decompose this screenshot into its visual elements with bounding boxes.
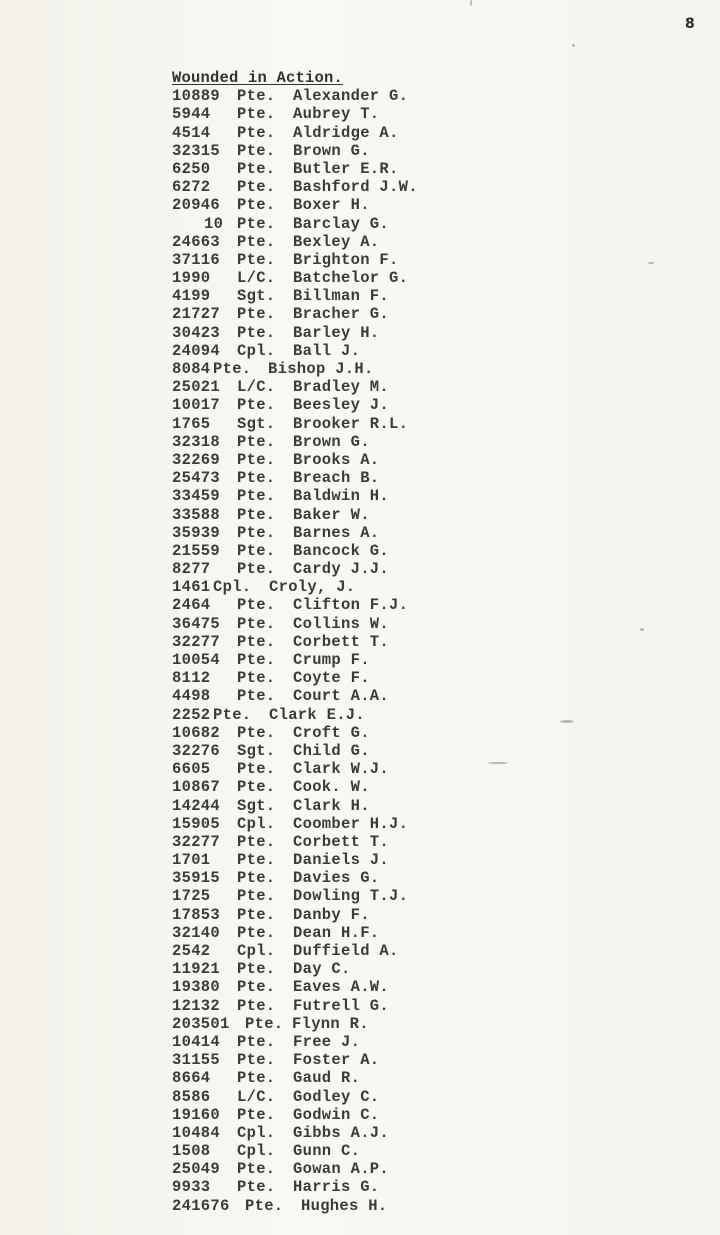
service-number: 32276: [172, 741, 221, 760]
soldier-name: Child G.: [293, 741, 370, 760]
page-number: 8: [685, 16, 695, 32]
rank: Pte.: [237, 214, 276, 233]
list-entry: [172, 1196, 388, 1215]
service-number: 2252: [172, 705, 211, 724]
soldier-name: Day C.: [293, 960, 351, 979]
rank: Pte.: [237, 651, 276, 670]
service-number: 33588: [172, 505, 221, 524]
service-number: 31155: [172, 1051, 221, 1070]
service-number: 24094: [172, 341, 221, 360]
list-entry: [172, 1142, 361, 1161]
service-number: 8084: [172, 360, 211, 379]
service-number: 35915: [172, 869, 221, 888]
rank: Sgt.: [237, 287, 276, 306]
service-number: 8586: [172, 1087, 211, 1106]
soldier-name: Godley C.: [293, 1087, 380, 1106]
list-entry: [172, 887, 409, 906]
list-entry: [172, 250, 399, 269]
service-number: 10017: [172, 396, 221, 415]
entry-rows: [172, 87, 418, 1215]
service-number: 4514: [172, 123, 211, 142]
soldier-name: Hughes H.: [301, 1196, 388, 1215]
service-number: 30423: [172, 323, 221, 342]
service-number: 25021: [172, 378, 221, 397]
service-number: 4498: [172, 687, 211, 706]
list-entry: [172, 960, 351, 979]
soldier-name: Cook. W.: [293, 778, 370, 797]
list-entry: [172, 596, 409, 615]
rank: L/C.: [237, 269, 276, 288]
list-entry: [172, 669, 370, 688]
rank: Pte.: [237, 487, 276, 506]
list-heading: Wounded in Action.: [172, 69, 344, 87]
rank: Pte.: [237, 1032, 276, 1051]
soldier-name: Croft G.: [293, 723, 370, 742]
list-entry: [172, 1123, 390, 1142]
soldier-name: Coomber H.J.: [293, 814, 409, 833]
service-number: 21727: [172, 305, 221, 324]
service-number: 1990: [172, 269, 211, 288]
list-entry: [172, 1051, 380, 1070]
rank: Pte.: [237, 978, 276, 997]
soldier-name: Davies G.: [293, 869, 380, 888]
rank: Pte.: [237, 960, 276, 979]
rank: Pte.: [237, 178, 276, 197]
rank: Pte.: [237, 887, 276, 906]
soldier-name: Clark W.J.: [293, 760, 390, 779]
paper-mark: [572, 44, 575, 47]
list-entry: [172, 214, 390, 233]
list-entry: [172, 541, 390, 560]
soldier-name: Dowling T.J.: [293, 887, 409, 906]
service-number: 15905: [172, 814, 221, 833]
rank: Cpl.: [213, 578, 252, 597]
soldier-name: Gaud R.: [293, 1069, 361, 1088]
soldier-name: Barnes A.: [293, 523, 380, 542]
soldier-name: Alexander G.: [293, 87, 409, 106]
list-entry: [172, 760, 390, 779]
service-number: 37116: [172, 250, 221, 269]
rank: Cpl.: [237, 1123, 276, 1142]
soldier-name: Brooker R.L.: [293, 414, 409, 433]
soldier-name: Flynn R.: [292, 1014, 369, 1033]
soldier-name: Gunn C.: [293, 1142, 361, 1161]
service-number: 1765: [172, 414, 211, 433]
soldier-name: Croly, J.: [269, 578, 356, 597]
soldier-name: Ball J.: [293, 341, 361, 360]
soldier-name: Clark H.: [293, 796, 370, 815]
list-entry: [172, 814, 409, 833]
service-number: 1701: [172, 851, 211, 870]
service-number: 20946: [172, 196, 221, 215]
service-number: 17853: [172, 905, 221, 924]
service-number: 8112: [172, 669, 211, 688]
service-number: 19160: [172, 1105, 221, 1124]
rank: Pte.: [237, 923, 276, 942]
rank: Pte.: [237, 469, 276, 488]
rank: Pte.: [237, 105, 276, 124]
service-number: 6272: [172, 178, 211, 197]
soldier-name: Boxer H.: [293, 196, 370, 215]
list-entry: [172, 396, 390, 415]
list-entry: [172, 723, 370, 742]
paper-mark: [470, 0, 472, 6]
list-entry: [172, 232, 380, 251]
rank: Pte.: [237, 1069, 276, 1088]
list-entry: [172, 1032, 361, 1051]
list-entry: [172, 1087, 380, 1106]
soldier-name: Brown G.: [293, 141, 370, 160]
soldier-name: Foster A.: [293, 1051, 380, 1070]
rank: Pte.: [237, 869, 276, 888]
list-entry: [172, 450, 380, 469]
soldier-name: Crump F.: [293, 651, 370, 670]
list-entry: [172, 196, 370, 215]
soldier-name: Breach B.: [293, 469, 380, 488]
rank: Pte.: [237, 905, 276, 924]
soldier-name: Baldwin H.: [293, 487, 390, 506]
soldier-name: Bradley M.: [293, 378, 390, 397]
service-number: 8277: [172, 560, 211, 579]
rank: Pte.: [237, 523, 276, 542]
list-entry: [172, 632, 390, 651]
service-number: 10682: [172, 723, 221, 742]
list-entry: [172, 578, 356, 597]
rank: Pte.: [237, 996, 276, 1015]
soldier-name: Butler E.R.: [293, 159, 399, 178]
list-entry: [172, 705, 366, 724]
rank: Pte.: [237, 1051, 276, 1070]
list-entry: [172, 505, 370, 524]
rank: Cpl.: [237, 942, 276, 961]
paper-mark: [640, 628, 644, 631]
list-entry: [172, 487, 390, 506]
rank: Pte.: [237, 305, 276, 324]
soldier-name: Gibbs A.J.: [293, 1123, 390, 1142]
service-number: 5944: [172, 105, 211, 124]
rank: L/C.: [237, 1087, 276, 1106]
soldier-name: Danby F.: [293, 905, 370, 924]
soldier-name: Brooks A.: [293, 450, 380, 469]
soldier-name: Eaves A.W.: [293, 978, 390, 997]
rank: Pte.: [237, 141, 276, 160]
soldier-name: Billman F.: [293, 287, 390, 306]
service-number: 10054: [172, 651, 221, 670]
service-number: 6605: [172, 760, 211, 779]
service-number: 33459: [172, 487, 221, 506]
rank: L/C.: [237, 378, 276, 397]
soldier-name: Bishop J.H.: [268, 360, 374, 379]
soldier-name: Brown G.: [293, 432, 370, 451]
list-entry: [172, 414, 409, 433]
list-entry: [172, 614, 390, 633]
soldier-name: Coyte F.: [293, 669, 370, 688]
list-entry: [172, 1160, 390, 1179]
casualty-list: [172, 69, 418, 1215]
soldier-name: Bancock G.: [293, 541, 390, 560]
list-entry: [172, 796, 370, 815]
paper-mark: [488, 762, 508, 764]
rank: Pte.: [237, 450, 276, 469]
service-number: 1725: [172, 887, 211, 906]
service-number: 14244: [172, 796, 221, 815]
soldier-name: Clark E.J.: [269, 705, 366, 724]
service-number: 2464: [172, 596, 211, 615]
list-entry: [172, 651, 370, 670]
soldier-name: Barley H.: [293, 323, 380, 342]
rank: Pte.: [237, 541, 276, 560]
rank: Pte.: [237, 432, 276, 451]
list-entry: [172, 778, 370, 797]
soldier-name: Batchelor G.: [293, 269, 409, 288]
soldier-name: Duffield A.: [293, 942, 399, 961]
service-number: 1461: [172, 578, 211, 597]
list-entry: [172, 287, 390, 306]
rank: Pte.: [237, 250, 276, 269]
service-number: 10414: [172, 1032, 221, 1051]
service-number: 32315: [172, 141, 221, 160]
list-entry: [172, 996, 390, 1015]
service-number: 32318: [172, 432, 221, 451]
soldier-name: Aubrey T.: [293, 105, 380, 124]
list-entry: [172, 305, 390, 324]
rank: Pte.: [237, 851, 276, 870]
soldier-name: Collins W.: [293, 614, 390, 633]
rank: Pte.: [213, 360, 252, 379]
rank: Cpl.: [237, 1142, 276, 1161]
list-entry: [172, 1069, 361, 1088]
service-number: 1508: [172, 1142, 211, 1161]
rank: Pte.: [237, 232, 276, 251]
service-number: 36475: [172, 614, 221, 633]
list-entry: [172, 269, 409, 288]
rank: Pte.: [237, 505, 276, 524]
service-number: 24663: [172, 232, 221, 251]
service-number: 19380: [172, 978, 221, 997]
soldier-name: Free J.: [293, 1032, 361, 1051]
soldier-name: Gowan A.P.: [293, 1160, 390, 1179]
soldier-name: Court A.A.: [293, 687, 390, 706]
soldier-name: Godwin C.: [293, 1105, 380, 1124]
list-entry: [172, 360, 374, 379]
rank: Pte.: [237, 123, 276, 142]
soldier-name: Dean H.F.: [293, 923, 380, 942]
service-number: 32277: [172, 832, 221, 851]
rank: Pte.: [237, 560, 276, 579]
list-entry: [172, 1014, 369, 1033]
soldier-name: Cardy J.J.: [293, 560, 390, 579]
soldier-name: Baker W.: [293, 505, 370, 524]
soldier-name: Bexley A.: [293, 232, 380, 251]
list-entry: [172, 105, 380, 124]
soldier-name: Daniels J.: [293, 851, 390, 870]
rank: Pte.: [237, 396, 276, 415]
rank: Pte.: [237, 1105, 276, 1124]
service-number: 11921: [172, 960, 221, 979]
rank: Pte.: [237, 632, 276, 651]
soldier-name: Corbett T.: [293, 632, 390, 651]
service-number: 203501: [172, 1014, 230, 1033]
rank: Pte.: [237, 832, 276, 851]
soldier-name: Corbett T.: [293, 832, 390, 851]
soldier-name: Beesley J.: [293, 396, 390, 415]
soldier-name: Clifton F.J.: [293, 596, 409, 615]
service-number: 10484: [172, 1123, 221, 1142]
soldier-name: Aldridge A.: [293, 123, 399, 142]
rank: Pte.: [237, 669, 276, 688]
list-entry: [172, 923, 380, 942]
list-entry: [172, 523, 380, 542]
soldier-name: Futrell G.: [293, 996, 390, 1015]
rank: Pte.: [245, 1014, 284, 1033]
list-entry: [172, 1178, 380, 1197]
soldier-name: Harris G.: [293, 1178, 380, 1197]
paper-mark: [648, 262, 654, 264]
service-number: 6250: [172, 159, 211, 178]
rank: Cpl.: [237, 814, 276, 833]
list-entry: [172, 469, 380, 488]
rank: Sgt.: [237, 741, 276, 760]
service-number: 4199: [172, 287, 211, 306]
list-entry: [172, 905, 370, 924]
service-number: 32277: [172, 632, 221, 651]
service-number: 21559: [172, 541, 221, 560]
list-entry: [172, 687, 390, 706]
service-number: 35939: [172, 523, 221, 542]
list-entry: [172, 869, 380, 888]
service-number: 32140: [172, 923, 221, 942]
rank: Pte.: [237, 323, 276, 342]
rank: Pte.: [237, 760, 276, 779]
list-entry: [172, 178, 418, 197]
service-number: 2542: [172, 942, 211, 961]
service-number: 8664: [172, 1069, 211, 1088]
rank: Pte.: [237, 687, 276, 706]
soldier-name: Barclay G.: [293, 214, 390, 233]
list-entry: [172, 323, 380, 342]
rank: Pte.: [237, 196, 276, 215]
service-number: 10867: [172, 778, 221, 797]
rank: Pte.: [237, 1160, 276, 1179]
soldier-name: Brighton F.: [293, 250, 399, 269]
list-entry: [172, 832, 390, 851]
paper-mark: [560, 720, 574, 723]
service-number: 32269: [172, 450, 221, 469]
list-entry: [172, 159, 399, 178]
list-entry: [172, 341, 361, 360]
rank: Pte.: [237, 723, 276, 742]
list-entry: [172, 560, 390, 579]
list-entry: [172, 741, 370, 760]
rank: Sgt.: [237, 414, 276, 433]
rank: Pte.: [237, 87, 276, 106]
rank: Pte.: [245, 1196, 284, 1215]
service-number: 10889: [172, 87, 221, 106]
list-entry: [172, 851, 390, 870]
service-number: 9933: [172, 1178, 211, 1197]
list-entry: [172, 378, 390, 397]
rank: Pte.: [237, 159, 276, 178]
service-number: 25049: [172, 1160, 221, 1179]
rank: Pte.: [237, 1178, 276, 1197]
rank: Pte.: [213, 705, 252, 724]
list-entry: [172, 1105, 380, 1124]
service-number: 25473: [172, 469, 221, 488]
rank: Pte.: [237, 596, 276, 615]
soldier-name: Bashford J.W.: [293, 178, 418, 197]
rank: Cpl.: [237, 341, 276, 360]
soldier-name: Bracher G.: [293, 305, 390, 324]
service-number: 10: [204, 214, 224, 233]
list-entry: [172, 141, 370, 160]
rank: Sgt.: [237, 796, 276, 815]
list-entry: [172, 978, 390, 997]
list-entry: [172, 123, 399, 142]
rank: Pte.: [237, 614, 276, 633]
service-number: 12132: [172, 996, 221, 1015]
list-entry: [172, 942, 399, 961]
list-entry: [172, 432, 370, 451]
list-entry: [172, 87, 409, 106]
service-number: 241676: [172, 1196, 230, 1215]
rank: Pte.: [237, 778, 276, 797]
